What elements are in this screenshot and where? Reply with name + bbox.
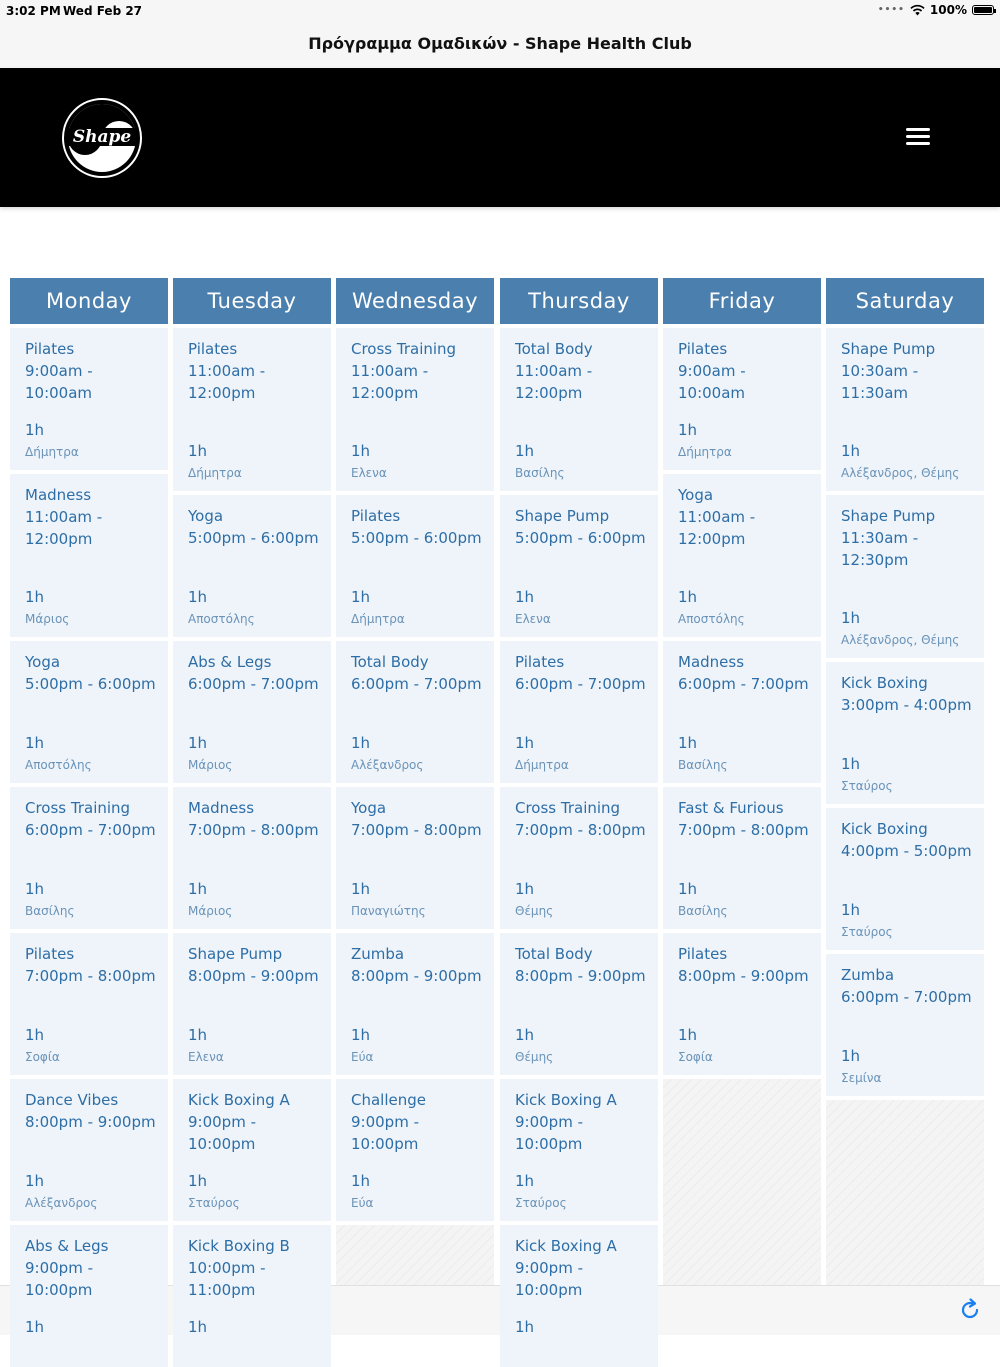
class-card[interactable] [826,808,984,950]
class-card[interactable] [500,933,658,1075]
schedule-grid [10,278,986,1336]
class-duration: 1h [25,421,45,439]
class-duration: 1h [841,609,861,627]
day-header: Saturday [826,278,984,324]
day-column-monday [10,278,168,1336]
class-time: 6:00pm - 7:00pm [841,988,972,1006]
class-trainer: Βασίλης [25,904,75,918]
class-time: 9:00pm - 10:00pm [515,1259,583,1299]
class-time: 9:00pm - 10:00pm [25,1259,93,1299]
class-time: 3:00pm - 4:00pm [841,696,972,714]
class-card[interactable] [173,1225,331,1367]
class-card[interactable] [826,328,984,491]
class-name: Total Body [515,945,593,963]
day-header: Wednesday [336,278,494,324]
class-name: Shape Pump [515,507,610,525]
class-duration: 1h [351,588,371,606]
class-time: 9:00pm - 10:00pm [351,1113,419,1153]
class-time: 6:00pm - 7:00pm [188,675,319,693]
class-time: 11:30am - 12:30pm [841,529,919,569]
day-column-friday [663,278,821,1285]
class-name: Yoga [25,653,61,671]
class-time: 5:00pm - 6:00pm [351,529,482,547]
class-trainer: Δήμητρα [515,758,569,772]
class-duration: 1h [678,588,698,606]
class-duration: 1h [25,1172,45,1190]
class-time: 5:00pm - 6:00pm [515,529,646,547]
class-card[interactable] [10,933,168,1075]
class-name: Abs & Legs [25,1237,109,1255]
class-card[interactable] [500,1079,658,1221]
hamburger-menu-icon[interactable] [906,128,930,146]
battery-percent: 100% [929,3,967,17]
class-card[interactable] [500,495,658,637]
class-trainer: Αλέξανδρος, Θέμης [841,466,960,480]
class-trainer: Σταύρος [515,1196,567,1210]
empty-slot [663,1079,821,1285]
class-card[interactable] [663,933,821,1075]
class-duration: 1h [515,588,535,606]
class-time: 10:00pm - 11:00pm [188,1259,266,1299]
class-duration: 1h [188,442,208,460]
class-trainer: Θέμης [515,904,554,918]
class-name: Dance Vibes [25,1091,119,1109]
class-name: Abs & Legs [188,653,272,671]
class-name: Yoga [351,799,387,817]
class-duration: 1h [515,442,535,460]
class-card[interactable] [663,328,821,470]
class-name: Kick Boxing [841,820,928,838]
class-duration: 1h [841,901,861,919]
class-name: Total Body [351,653,429,671]
class-trainer: Μάριος [188,904,233,918]
class-name: Shape Pump [841,340,936,358]
class-name: Pilates [515,653,565,671]
class-card[interactable] [663,787,821,929]
class-card[interactable] [826,662,984,804]
class-trainer: Δήμητρα [678,445,732,459]
class-card[interactable] [10,641,168,783]
class-card[interactable] [826,954,984,1096]
class-card[interactable] [173,328,331,491]
class-duration: 1h [515,1318,535,1336]
class-duration: 1h [25,588,45,606]
class-duration: 1h [351,442,371,460]
day-column-wednesday [336,278,494,1285]
class-name: Pilates [188,340,238,358]
class-name: Yoga [678,486,714,504]
class-time: 11:00am - 12:00pm [25,508,103,548]
class-trainer: Ελενα [188,1050,224,1064]
class-time: 7:00pm - 8:00pm [678,821,809,839]
class-name: Zumba [841,966,895,984]
battery-icon [972,5,994,15]
class-card[interactable] [336,1079,494,1221]
class-duration: 1h [188,1172,208,1190]
day-column-thursday [500,278,658,1336]
class-time: 11:00am - 12:00pm [188,362,266,402]
class-time: 8:00pm - 9:00pm [515,967,646,985]
class-time: 6:00pm - 7:00pm [678,675,809,693]
class-duration: 1h [678,880,698,898]
class-trainer: Μάριος [188,758,233,772]
class-trainer: Σταύρος [841,925,893,939]
class-duration: 1h [25,734,45,752]
class-name: Zumba [351,945,405,963]
class-name: Kick Boxing A [515,1091,617,1109]
class-duration: 1h [351,1026,371,1044]
class-duration: 1h [841,1047,861,1065]
class-trainer: Εύα [351,1050,374,1064]
class-trainer: Βασίλης [678,758,728,772]
class-card[interactable] [173,641,331,783]
class-trainer: Παναγιώτης [351,904,426,918]
class-trainer: Αλέξανδρος [351,758,424,772]
shape-logo[interactable] [62,98,142,178]
class-card[interactable] [173,1079,331,1221]
class-duration: 1h [515,880,535,898]
class-trainer: Εύα [351,1196,374,1210]
class-card[interactable] [336,933,494,1075]
class-name: Kick Boxing A [515,1237,617,1255]
class-name: Fast & Furious [678,799,784,817]
class-trainer: Δήμητρα [188,466,242,480]
class-card[interactable] [663,474,821,637]
class-duration: 1h [188,1318,208,1336]
class-card[interactable] [10,474,168,637]
class-card[interactable] [10,1225,168,1367]
class-trainer: Αλέξανδρος, Θέμης [841,633,960,647]
class-name: Shape Pump [841,507,936,525]
class-trainer: Αποστόλης [188,612,255,626]
class-trainer: Σοφία [678,1050,713,1064]
class-card[interactable] [173,787,331,929]
class-name: Challenge [351,1091,426,1109]
empty-slot [826,1100,984,1285]
class-time: 6:00pm - 7:00pm [25,821,156,839]
day-header: Tuesday [173,278,331,324]
class-card[interactable] [10,328,168,470]
class-trainer: Ελενα [515,612,551,626]
class-duration: 1h [515,1026,535,1044]
class-card[interactable] [663,641,821,783]
class-duration: 1h [515,1172,535,1190]
class-name: Pilates [351,507,401,525]
class-card[interactable] [336,641,494,783]
class-time: 9:00pm - 10:00pm [515,1113,583,1153]
class-trainer: Αποστόλης [25,758,92,772]
class-name: Madness [678,653,745,671]
class-duration: 1h [188,880,208,898]
class-duration: 1h [25,1318,45,1336]
class-card[interactable] [173,495,331,637]
class-duration: 1h [678,734,698,752]
class-duration: 1h [25,880,45,898]
class-name: Cross Training [515,799,621,817]
class-duration: 1h [351,734,371,752]
class-time: 9:00am - 10:00am [25,362,93,402]
class-name: Yoga [188,507,224,525]
class-trainer: Δήμητρα [25,445,79,459]
class-time: 7:00pm - 8:00pm [25,967,156,985]
class-time: 9:00pm - 10:00pm [188,1113,256,1153]
class-time: 8:00pm - 9:00pm [25,1113,156,1131]
class-time: 8:00pm - 9:00pm [188,967,319,985]
class-duration: 1h [678,1026,698,1044]
class-trainer: Σταύρος [188,1196,240,1210]
class-card[interactable] [173,933,331,1075]
class-card[interactable] [500,641,658,783]
class-duration: 1h [678,421,698,439]
class-time: 7:00pm - 8:00pm [188,821,319,839]
class-time: 6:00pm - 7:00pm [351,675,482,693]
class-trainer: Σταύρος [841,779,893,793]
class-name: Madness [188,799,255,817]
class-duration: 1h [515,734,535,752]
class-time: 8:00pm - 9:00pm [351,967,482,985]
class-name: Madness [25,486,92,504]
class-trainer: Σοφία [25,1050,60,1064]
class-name: Pilates [678,340,728,358]
class-time: 11:00am - 12:00pm [515,362,593,402]
class-trainer: Αλέξανδρος [25,1196,98,1210]
class-time: 5:00pm - 6:00pm [25,675,156,693]
signal-icon: •••• [877,5,905,15]
class-duration: 1h [351,1172,371,1190]
page-title: Πρόγραμμα Ομαδικών - Shape Health Club [0,24,1000,68]
class-name: Pilates [678,945,728,963]
class-time: 8:00pm - 9:00pm [678,967,809,985]
logo-text: Shape [72,127,132,147]
class-trainer: Μάριος [25,612,70,626]
day-header: Thursday [500,278,658,324]
class-name: Kick Boxing A [188,1091,290,1109]
class-time: 7:00pm - 8:00pm [515,821,646,839]
class-time: 5:00pm - 6:00pm [188,529,319,547]
class-time: 11:00am - 12:00pm [351,362,429,402]
class-card[interactable] [500,328,658,491]
status-right [878,3,994,17]
empty-slot [336,1225,494,1285]
day-header: Friday [663,278,821,324]
class-card[interactable] [336,787,494,929]
class-card[interactable] [500,1225,658,1367]
class-card[interactable] [500,787,658,929]
class-duration: 1h [351,880,371,898]
day-column-saturday [826,278,984,1285]
wifi-icon [910,5,925,16]
class-duration: 1h [188,734,208,752]
class-trainer: Ελενα [351,466,387,480]
class-time: 10:30am - 11:30am [841,362,919,402]
class-time: 11:00am - 12:00pm [678,508,756,548]
class-card[interactable] [336,495,494,637]
class-time: 6:00pm - 7:00pm [515,675,646,693]
class-trainer: Αποστόλης [678,612,745,626]
day-header: Monday [10,278,168,324]
class-trainer: Βασίλης [678,904,728,918]
class-duration: 1h [841,442,861,460]
status-time: 3:02 PM [6,4,61,18]
class-card[interactable] [10,787,168,929]
class-card[interactable] [826,495,984,658]
class-name: Total Body [515,340,593,358]
site-header [0,68,1000,207]
class-card[interactable] [336,328,494,491]
day-column-tuesday [173,278,331,1336]
class-name: Cross Training [25,799,131,817]
class-trainer: Θέμης [515,1050,554,1064]
class-duration: 1h [25,1026,45,1044]
class-time: 7:00pm - 8:00pm [351,821,482,839]
class-duration: 1h [188,1026,208,1044]
class-duration: 1h [188,588,208,606]
class-name: Cross Training [351,340,457,358]
class-trainer: Βασίλης [515,466,565,480]
class-name: Kick Boxing [841,674,928,692]
class-time: 9:00am - 10:00am [678,362,746,402]
class-time: 4:00pm - 5:00pm [841,842,972,860]
class-trainer: Δήμητρα [351,612,405,626]
status-date: Wed Feb 27 [63,4,143,18]
class-name: Pilates [25,945,75,963]
class-duration: 1h [841,755,861,773]
status-bar [0,0,1000,24]
class-name: Kick Boxing B [188,1237,290,1255]
class-card[interactable] [10,1079,168,1221]
class-name: Pilates [25,340,75,358]
class-name: Shape Pump [188,945,283,963]
class-trainer: Σεμίνα [841,1071,882,1085]
reload-icon[interactable] [958,1298,982,1322]
